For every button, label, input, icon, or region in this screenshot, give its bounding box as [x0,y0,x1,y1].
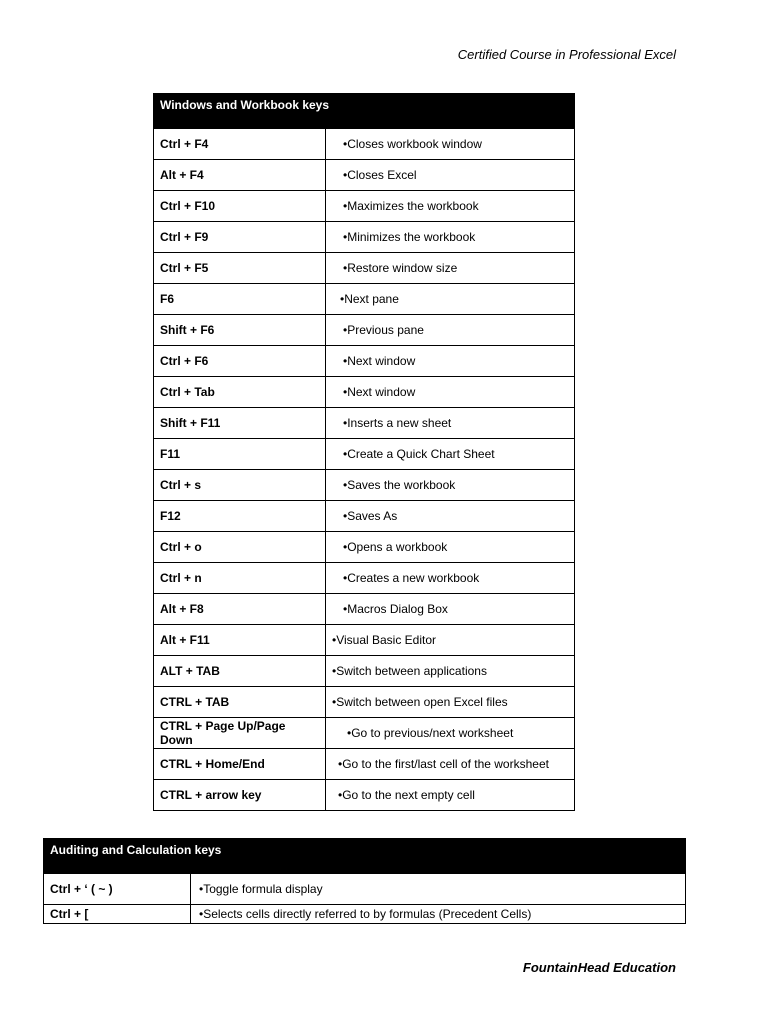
page-header-note: Certified Course in Professional Excel [457,47,676,62]
shortcut-description: •Inserts a new sheet [326,408,575,439]
table-row [154,346,575,377]
shortcut-description: •Maximizes the workbook [326,191,575,222]
table-header-row [44,839,686,874]
shortcut-key: CTRL + Home/End [154,749,326,780]
table-row [154,408,575,439]
table-title: Windows and Workbook keys [154,94,575,129]
table-row [154,656,575,687]
shortcut-description: •Creates a new workbook [326,563,575,594]
table-row [44,905,686,924]
shortcut-key: Ctrl + o [154,532,326,563]
table-row [154,470,575,501]
table-row [154,315,575,346]
table-row [154,718,575,749]
table-row [154,377,575,408]
shortcut-description: •Saves the workbook [326,470,575,501]
shortcut-description: •Next window [326,377,575,408]
windows-workbook-keys-table [153,93,575,811]
shortcut-key: CTRL + Page Up/Page Down [154,718,326,749]
table-row [154,191,575,222]
page-footer-note: FountainHead Education [522,960,676,975]
shortcut-description: •Selects cells directly referred to by formulas (Precedent Cells) [191,905,686,924]
table-row [154,563,575,594]
shortcut-key: Alt + F11 [154,625,326,656]
table-row [154,625,575,656]
table-row [154,780,575,811]
shortcut-key: Ctrl + F5 [154,253,326,284]
table-title: Auditing and Calculation keys [44,839,686,874]
shortcut-key: Shift + F6 [154,315,326,346]
shortcut-key: Ctrl + F4 [154,129,326,160]
shortcut-description: •Minimizes the workbook [326,222,575,253]
table-row [154,687,575,718]
shortcut-description: •Switch between open Excel files [326,687,575,718]
table-row [154,129,575,160]
shortcut-key: Alt + F8 [154,594,326,625]
shortcut-description: •Visual Basic Editor [326,625,575,656]
table-row [44,874,686,905]
shortcut-description: •Go to the first/last cell of the worksheet [326,749,575,780]
shortcut-key: F12 [154,501,326,532]
table-row [154,501,575,532]
shortcut-key: Ctrl + F9 [154,222,326,253]
shortcut-key: Alt + F4 [154,160,326,191]
shortcut-key: CTRL + TAB [154,687,326,718]
shortcut-key: F11 [154,439,326,470]
table-row [154,284,575,315]
shortcut-key: Ctrl + s [154,470,326,501]
shortcut-key: Ctrl + F6 [154,346,326,377]
table-header-row [154,94,575,129]
shortcut-description: •Restore window size [326,253,575,284]
table-row [154,532,575,563]
shortcut-key: CTRL + arrow key [154,780,326,811]
shortcut-description: •Go to the next empty cell [326,780,575,811]
auditing-calculation-keys-table [43,838,686,924]
table-row [154,160,575,191]
shortcut-description: •Closes workbook window [326,129,575,160]
shortcut-key: Shift + F11 [154,408,326,439]
shortcut-key: Ctrl + ‘ ( ~ ) [44,874,191,905]
shortcut-description: •Next window [326,346,575,377]
table-row [154,749,575,780]
shortcut-description: •Create a Quick Chart Sheet [326,439,575,470]
shortcut-key: Ctrl + Tab [154,377,326,408]
shortcut-description: •Toggle formula display [191,874,686,905]
table-row [154,439,575,470]
shortcut-description: •Switch between applications [326,656,575,687]
shortcut-description: •Go to previous/next worksheet [326,718,575,749]
table-row [154,594,575,625]
shortcut-description: •Closes Excel [326,160,575,191]
shortcut-description: •Next pane [326,284,575,315]
shortcut-key: Ctrl + [ [44,905,191,924]
shortcut-key: Ctrl + F10 [154,191,326,222]
table-row [154,253,575,284]
shortcut-description: •Saves As [326,501,575,532]
shortcut-description: •Macros Dialog Box [326,594,575,625]
shortcut-key: F6 [154,284,326,315]
table-row [154,222,575,253]
shortcut-description: •Opens a workbook [326,532,575,563]
shortcut-key: Ctrl + n [154,563,326,594]
shortcut-key: ALT + TAB [154,656,326,687]
shortcut-description: •Previous pane [326,315,575,346]
